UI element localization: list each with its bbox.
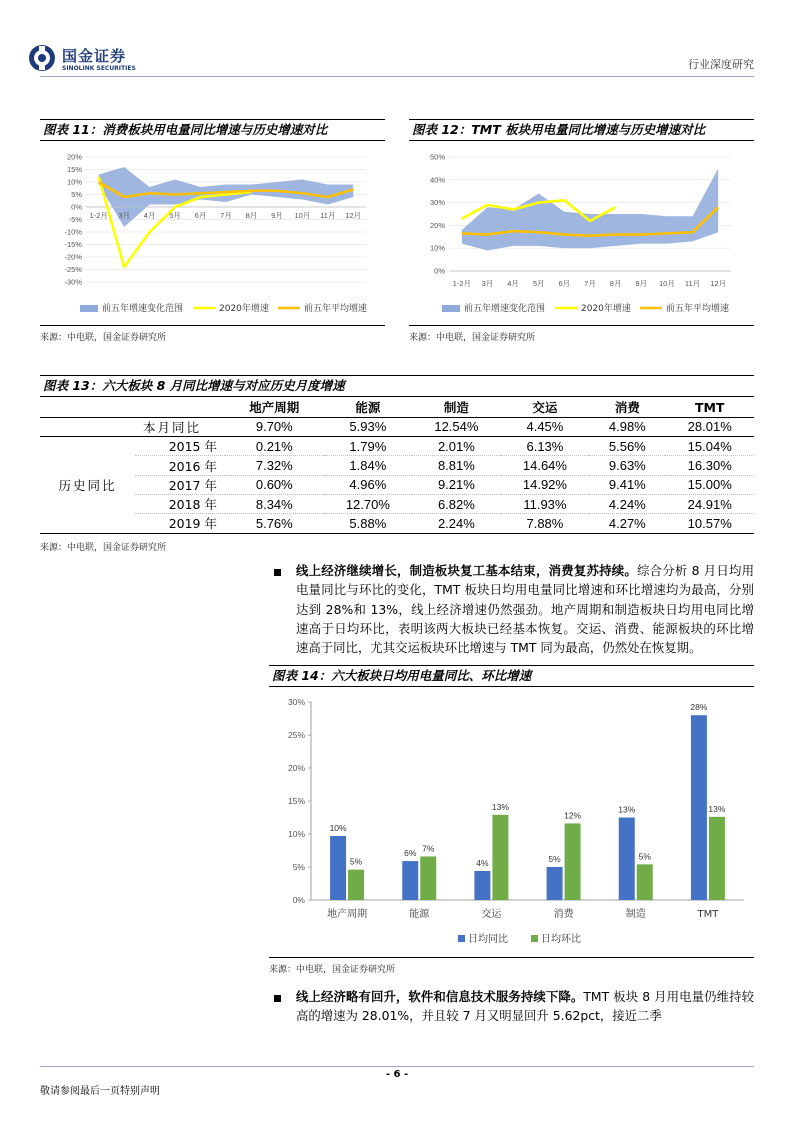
table13-header-row <box>40 398 754 417</box>
cell: 5.88% <box>324 514 413 533</box>
y-tick-label: 30% <box>287 697 305 707</box>
y-tick-label: -15% <box>64 240 82 249</box>
fig11-source-divider <box>40 325 385 326</box>
x-tick-label: 11月 <box>320 211 336 220</box>
table-row <box>40 514 754 533</box>
legend-label: 前五年增速变化范围 <box>102 304 184 314</box>
col-header: TMT <box>665 398 754 417</box>
x-tick-label: 交运 <box>481 909 502 920</box>
x-tick-label: 11月 <box>684 279 701 288</box>
cell: 4.27% <box>589 514 665 533</box>
fig11-title: 图表 11：消费板块用电量同比增速与历史增速对比 <box>40 119 385 141</box>
data-label: 12% <box>564 810 582 821</box>
x-tick-label: 3月 <box>481 279 494 288</box>
cell: 4.98% <box>589 417 665 436</box>
x-tick-label: 9月 <box>271 211 283 220</box>
cell: 15.04% <box>665 437 754 456</box>
bullet-icon <box>274 569 281 576</box>
year-label: 2016 年 <box>135 456 225 475</box>
x-tick-label: 8月 <box>609 279 622 288</box>
col-header: 消费 <box>589 398 665 417</box>
y-tick-label: -5% <box>68 215 82 224</box>
fig14-title: 图表 14：六大板块日均用电量同比、环比增速 <box>269 665 754 687</box>
cell: 4.45% <box>501 417 590 436</box>
cell: 11.93% <box>501 494 590 513</box>
fig11-source: 来源：中电联，国金证券研究所 <box>40 333 167 343</box>
cell: 8.34% <box>225 494 324 513</box>
data-label: 5% <box>548 854 561 864</box>
y-tick-label: 10% <box>66 177 82 187</box>
data-label: 5% <box>638 851 651 862</box>
col-header: 制造 <box>412 398 501 417</box>
logo-en: SINOLINK SECURITIES <box>62 65 136 72</box>
bar-yoy <box>474 871 490 900</box>
x-tick-label: 1-2月 <box>89 211 108 220</box>
cell: 5.56% <box>589 437 665 456</box>
cell: 9.63% <box>589 456 665 475</box>
cell: 1.79% <box>324 437 413 456</box>
cell: 14.64% <box>501 456 590 475</box>
x-tick-label: TMT <box>697 909 719 920</box>
x-tick-label: 3月 <box>118 211 131 220</box>
cell: 6.82% <box>412 494 501 513</box>
cell: 4.96% <box>324 475 413 494</box>
row-label: 本月同比 <box>40 417 225 436</box>
y-tick-label: 0% <box>292 895 305 905</box>
cell: 0.21% <box>225 437 324 456</box>
table-row <box>40 456 754 475</box>
year-label: 2019 年 <box>135 514 225 533</box>
x-tick-label: 消费 <box>553 909 574 920</box>
year-label: 2018 年 <box>135 494 225 513</box>
cell: 0.60% <box>225 475 324 494</box>
fig11-chart <box>40 148 385 323</box>
bar-mom <box>492 815 508 900</box>
y-tick-label: 20% <box>66 152 82 162</box>
y-tick-label: 30% <box>429 198 445 208</box>
x-tick-label: 12月 <box>345 211 362 220</box>
x-tick-label: 4月 <box>143 211 156 220</box>
x-tick-label: 10月 <box>658 279 675 288</box>
y-tick-label: -20% <box>64 252 82 262</box>
x-tick-label: 5月 <box>532 279 545 288</box>
table13 <box>40 398 754 534</box>
y-tick-label: 5% <box>292 862 305 872</box>
y-tick-label: 10% <box>287 829 305 839</box>
cell: 28.01% <box>665 417 754 436</box>
legend-swatch-mom <box>531 935 538 942</box>
col-header: 地产周期 <box>225 398 324 417</box>
y-tick-label: 40% <box>429 175 445 185</box>
legend-label: 前五年增速变化范围 <box>464 304 546 314</box>
y-tick-label: 50% <box>429 152 445 162</box>
cell: 7.32% <box>225 456 324 475</box>
header-divider <box>40 76 754 77</box>
footer-divider <box>40 1066 754 1067</box>
y-tick-label: -25% <box>64 265 82 274</box>
legend-swatch-range <box>442 305 460 312</box>
legend-label: 2020年增速 <box>219 304 269 314</box>
fig12-title: 图表 12：TMT 板块用电量同比增速与历史增速对比 <box>409 119 754 141</box>
cell: 8.81% <box>412 456 501 475</box>
x-tick-label: 地产周期 <box>327 909 368 920</box>
data-label: 10% <box>329 822 347 833</box>
cell: 5.93% <box>324 417 413 436</box>
fig14-source: 来源：中电联，国金证券研究所 <box>269 965 396 975</box>
fig12-chart <box>409 148 754 323</box>
col-header: 能源 <box>324 398 413 417</box>
cell: 9.41% <box>589 475 665 494</box>
cell: 9.70% <box>225 417 324 436</box>
legend-swatch-range <box>80 305 98 312</box>
cell: 2.24% <box>412 514 501 533</box>
logo-mark-icon <box>28 44 56 72</box>
bullet-icon <box>274 995 281 1002</box>
bar-mom <box>348 870 364 900</box>
table13-title: 图表 13：六大板块 8 月同比增速与对应历史月度增速 <box>40 375 754 397</box>
cell: 16.30% <box>665 456 754 475</box>
cell: 9.21% <box>412 475 501 494</box>
table-row <box>40 494 754 513</box>
year-label: 2017 年 <box>135 475 225 494</box>
y-tick-label: 20% <box>429 220 445 230</box>
x-tick-label: 7月 <box>584 279 596 288</box>
x-tick-label: 12月 <box>710 279 727 288</box>
cell: 2.01% <box>412 437 501 456</box>
y-tick-label: 20% <box>287 763 305 773</box>
y-tick-label: 15% <box>66 165 82 174</box>
bar-yoy <box>547 867 563 900</box>
table-row <box>40 437 754 456</box>
fig14-chart <box>269 690 754 956</box>
x-tick-label: 9月 <box>635 279 648 288</box>
data-label: 6% <box>404 848 417 859</box>
cell: 14.92% <box>501 475 590 494</box>
year-label: 2015 年 <box>135 437 225 456</box>
x-tick-label: 10月 <box>294 211 311 220</box>
data-label: 13% <box>708 803 726 814</box>
y-tick-label: 10% <box>429 243 445 253</box>
paragraph-1-body: 综合分析 8 月日均用电量同比与环比的变化，TMT 板块日均用电量同比增速和环比增速均为最高，分别达到 28%和 13%，线上经济增速仍然强劲。地产周期和制造板块日均用电同比增速高于日均环比，表明该两大板块已经基本恢复。交运、消费、能源板块的环比增速高于同比，尤其交运板块环比增速与 TMT 同为最高，仍然处在恢复期。 <box>296 563 754 656</box>
table13-source: 来源：中电联，国金证券研究所 <box>40 543 167 553</box>
cell: 1.84% <box>324 456 413 475</box>
data-label: 7% <box>422 843 435 854</box>
bar-mom <box>709 817 725 900</box>
legend-swatch-yoy <box>458 935 465 942</box>
bar-yoy <box>330 836 346 900</box>
bar-yoy <box>619 818 635 901</box>
logo <box>28 44 148 76</box>
legend-label: 前五年平均增速 <box>304 304 368 314</box>
fig14-source-divider <box>269 957 754 958</box>
disclaimer: 敬请参阅最后一页特别声明 <box>40 1086 160 1097</box>
cell: 5.76% <box>225 514 324 533</box>
x-tick-label: 6月 <box>558 279 571 288</box>
col-header: 交运 <box>501 398 590 417</box>
cell: 24.91% <box>665 494 754 513</box>
x-tick-label: 5月 <box>169 211 181 220</box>
legend-label: 2020年增速 <box>581 304 631 314</box>
bar-yoy <box>402 861 418 900</box>
range-band <box>462 168 718 250</box>
cell: 6.13% <box>501 437 590 456</box>
y-tick-label: 0% <box>71 202 82 212</box>
data-label: 5% <box>349 856 363 867</box>
cell: 10.57% <box>665 514 754 533</box>
bar-yoy <box>691 715 707 900</box>
paragraph-2-lead: 线上经济略有回升，软件和信息技术服务持续下降。 <box>296 989 584 1004</box>
cell: 7.88% <box>501 514 590 533</box>
paragraph-2 <box>296 987 754 1026</box>
paragraph-2-body: TMT 板块 8 月用电量仍维持较高的增速为 28.01%，并且较 7 月又明显回升 5.62pct，接近二季 <box>296 989 755 1024</box>
cell: 12.54% <box>412 417 501 436</box>
page-number: - 6 - <box>385 1069 409 1080</box>
x-tick-label: 1-2月 <box>452 279 471 288</box>
x-tick-label: 6月 <box>194 211 207 220</box>
cell: 12.70% <box>324 494 413 513</box>
table-row <box>40 475 754 494</box>
table-row <box>40 417 754 436</box>
legend-label: 前五年平均增速 <box>666 304 730 314</box>
logo-cn: 国金证券 <box>62 47 127 65</box>
row-group-label: 历史同比 <box>40 437 135 533</box>
x-tick-label: 能源 <box>409 909 430 920</box>
cell: 4.24% <box>589 494 665 513</box>
fig12-source-divider <box>409 325 754 326</box>
x-tick-label: 7月 <box>220 211 232 220</box>
paragraph-1-lead: 线上经济继续增长，制造板块复工基本结束，消费复苏持续。 <box>296 563 637 578</box>
fig12-source: 来源：中电联，国金证券研究所 <box>409 333 536 343</box>
y-tick-label: -10% <box>64 227 82 237</box>
bar-mom <box>565 823 581 900</box>
y-tick-label: 5% <box>71 190 82 199</box>
legend-label: 日均环比 <box>541 934 581 945</box>
data-label: 13% <box>491 801 509 812</box>
report-type: 行业深度研究 <box>688 58 754 71</box>
y-tick-label: 0% <box>434 266 445 276</box>
data-label: 28% <box>690 702 708 713</box>
y-tick-label: 25% <box>287 730 305 740</box>
y-tick-label: -30% <box>64 277 82 287</box>
bar-mom <box>420 856 436 900</box>
data-label: 13% <box>618 804 636 815</box>
paragraph-1 <box>296 561 754 657</box>
legend-label: 日均同比 <box>468 934 508 945</box>
cell: 15.00% <box>665 475 754 494</box>
x-tick-label: 4月 <box>507 279 519 288</box>
y-tick-label: 15% <box>287 796 305 806</box>
bar-mom <box>637 864 653 900</box>
x-tick-label: 制造 <box>625 909 646 920</box>
data-label: 4% <box>476 857 489 868</box>
x-tick-label: 8月 <box>245 211 258 220</box>
